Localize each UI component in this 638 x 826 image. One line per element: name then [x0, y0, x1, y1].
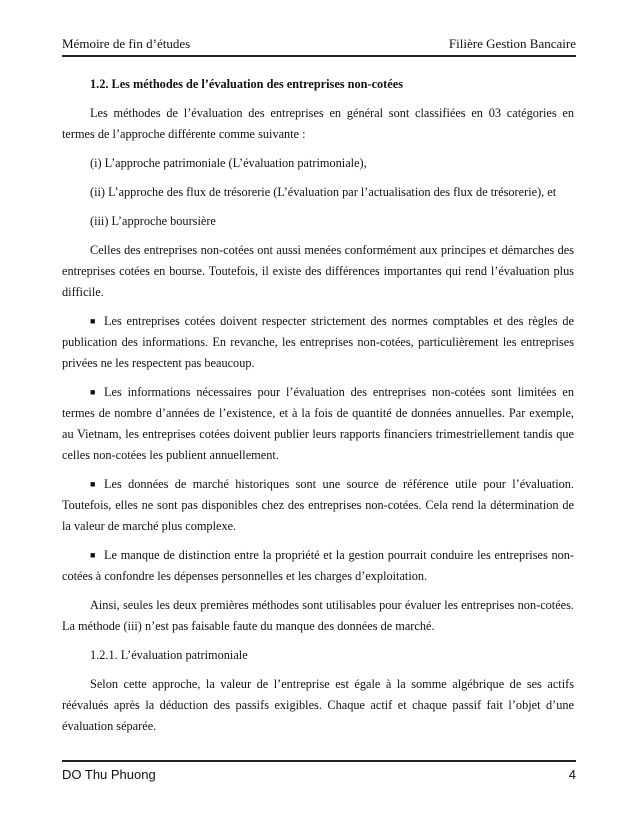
bullet-item [62, 311, 574, 374]
bullet-item [62, 382, 574, 466]
paragraph-differences: Celles des entreprises non-cotées ont aussi menées conformément aux principes et démarches des entreprises cotées en bourse. Toutefois, il existe des différences importantes qui rend l’évaluation plus difficile. [62, 243, 574, 299]
section-heading: 1.2. Les méthodes de l’évaluation des entreprises non-cotées [90, 77, 403, 91]
approach-item-1: (i) L’approche patrimoniale (L’évaluation patrimoniale), [90, 156, 367, 170]
bullet-text: Les informations nécessaires pour l’évaluation des entreprises non-cotées sont limitées en termes de nombre d’années de l’existence, et à la fois de quantité de données annuelles. Par exemple, au Vietnam, les entreprises cotées doivent publier leurs rapports financiers trimestriellement tandis que celles non-cotées les publient annuellement. [62, 385, 574, 462]
paragraph-intro: Les méthodes de l’évaluation des entreprises en général sont classifiées en 03 catégories en termes de l’approche différente comme suivante : [62, 106, 574, 141]
approach-item-2: (ii) L’approche des flux de trésorerie (L’évaluation par l’actualisation des flux de trésorerie), et [90, 185, 557, 199]
header-department: Filière Gestion Bancaire [448, 36, 576, 51]
header-document-title: Mémoire de fin d’études [62, 36, 191, 51]
bullet-text: Le manque de distinction entre la propriété et la gestion pourrait conduire les entreprises non-cotées à confondre les dépenses personnelles et les charges d’exploitation. [62, 548, 574, 583]
square-bullet-icon: ■ [90, 316, 96, 326]
square-bullet-icon: ■ [90, 550, 96, 560]
approach-item-3: (iii) L’approche boursière [90, 214, 216, 228]
footer-author: DO Thu Phuong [62, 767, 156, 782]
subsection-heading: 1.2.1. L’évaluation patrimoniale [90, 648, 248, 662]
bullet-text: Les entreprises cotées doivent respecter strictement des normes comptables et des règles de publication des informations. En revanche, les entreprises non-cotées, particulièrement les entreprises privées ne les respectent pas beaucoup. [62, 314, 574, 370]
page-footer [62, 760, 576, 782]
square-bullet-icon: ■ [90, 479, 96, 489]
bullet-text: Les données de marché historiques sont une source de référence utile pour l’évaluation. Toutefois, elles ne sont pas disponibles chez des entreprises non-cotées. Cela rend la détermination de la valeur de marché plus complexe. [62, 477, 574, 533]
bullet-item [62, 545, 574, 587]
square-bullet-icon: ■ [90, 387, 96, 397]
page-content [62, 74, 574, 745]
bullet-item [62, 474, 574, 537]
page-header [62, 36, 576, 57]
page-number: 4 [568, 767, 576, 782]
paragraph-patrimoniale: Selon cette approche, la valeur de l’entreprise est égale à la somme algébrique de ses actifs réévalués après la déduction des passifs exigibles. Chaque actif et chaque passif fait l’objet d’une évaluation séparée. [62, 677, 574, 733]
paragraph-conclusion: Ainsi, seules les deux premières méthodes sont utilisables pour évaluer les entreprises non-cotées. La méthode (iii) n’est pas faisable faute du manque des données de marché. [62, 598, 574, 633]
